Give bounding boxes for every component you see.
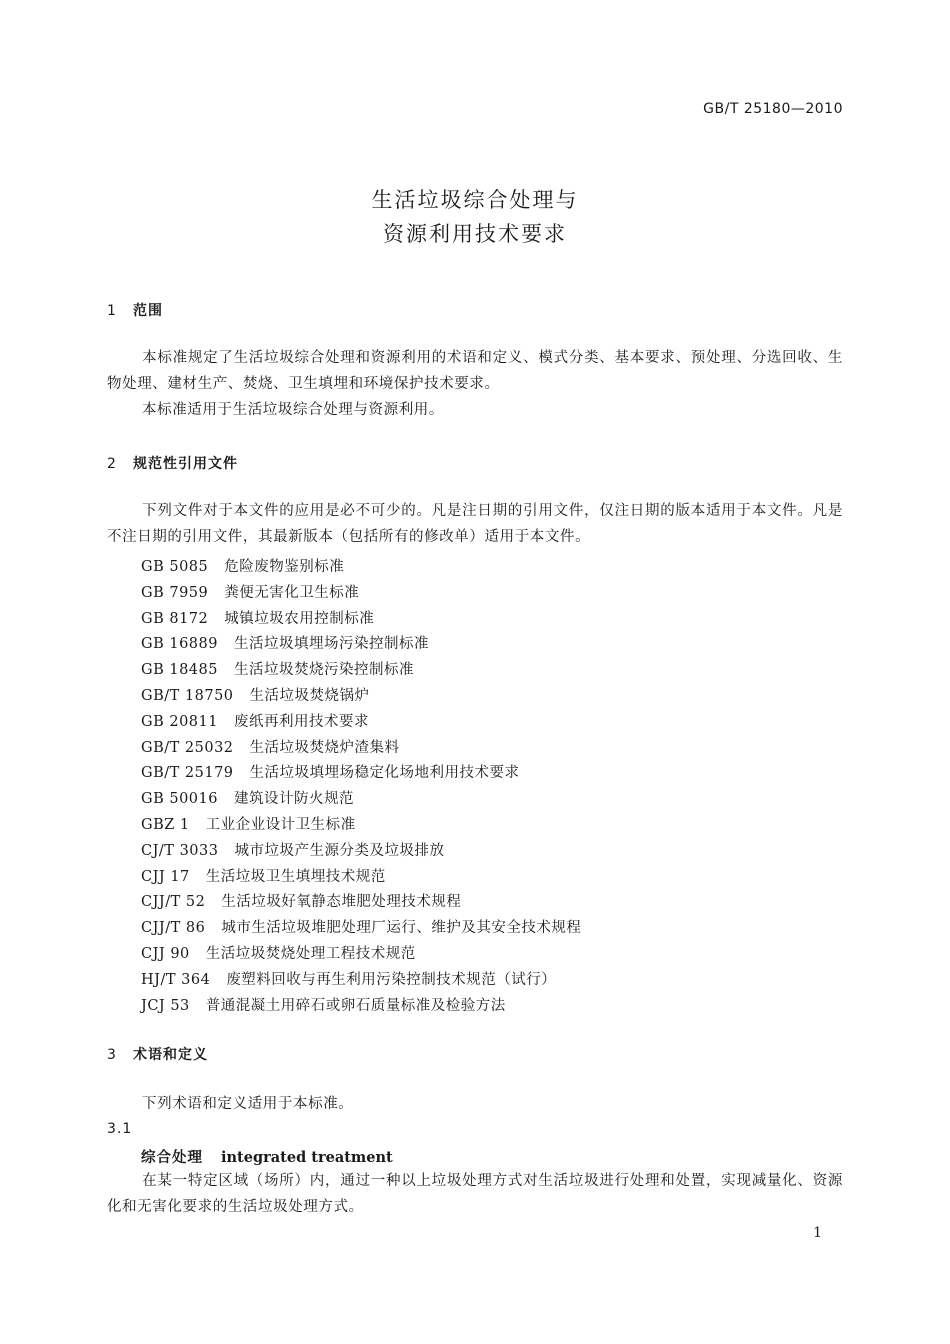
reference-code: GB/T 25032 bbox=[141, 739, 234, 756]
paragraph-text: 本标准规定了生活垃圾综合处理和资源利用的术语和定义、模式分类、基本要求、预处理、分选回收、生物处理、建材生产、焚烧、卫生填埋和环境保护技术要求。 bbox=[107, 350, 843, 392]
reference-item bbox=[141, 607, 374, 628]
reference-title: 生活垃圾焚烧锅炉 bbox=[249, 688, 370, 704]
reference-item bbox=[141, 581, 359, 602]
reference-item bbox=[141, 865, 386, 886]
section-title: 范围 bbox=[133, 303, 163, 319]
reference-code: CJ/T 3033 bbox=[141, 842, 219, 859]
section-number: 2 bbox=[107, 456, 117, 472]
section-3-intro bbox=[107, 1091, 843, 1117]
reference-code: JCJ 53 bbox=[141, 997, 190, 1014]
reference-item bbox=[141, 736, 400, 757]
reference-title: 生活垃圾焚烧处理工程技术规范 bbox=[205, 946, 416, 962]
reference-code: GB 16889 bbox=[141, 636, 218, 653]
reference-title: 生活垃圾焚烧污染控制标准 bbox=[233, 662, 414, 679]
reference-item bbox=[141, 684, 370, 705]
term-heading bbox=[141, 1146, 393, 1167]
section-number: 1 bbox=[107, 303, 117, 319]
section-number: 3 bbox=[107, 1047, 117, 1063]
reference-item bbox=[141, 839, 444, 860]
reference-title: 粪便无害化卫生标准 bbox=[224, 584, 360, 601]
reference-title: 生活垃圾卫生填埋技术规范 bbox=[205, 868, 386, 885]
reference-title: 建筑设计防火规范 bbox=[233, 791, 354, 808]
reference-item bbox=[141, 994, 506, 1015]
reference-title: 生活垃圾填埋场污染控制标准 bbox=[233, 636, 429, 653]
reference-item bbox=[141, 968, 556, 989]
paragraph-text: 本标准适用于生活垃圾综合处理与资源利用。 bbox=[142, 402, 444, 418]
section-title: 规范性引用文件 bbox=[133, 456, 238, 472]
section-title: 术语和定义 bbox=[133, 1047, 208, 1063]
reference-title: 生活垃圾好氧静态堆肥处理技术规程 bbox=[221, 894, 462, 911]
term-definition bbox=[107, 1168, 843, 1220]
reference-item bbox=[141, 942, 416, 963]
reference-code: GB 7959 bbox=[141, 584, 209, 601]
reference-item bbox=[141, 710, 369, 731]
reference-code: CJJ/T 52 bbox=[141, 894, 206, 911]
section-2-intro bbox=[107, 498, 843, 550]
reference-code: GB 18485 bbox=[141, 662, 218, 679]
paragraph-text: 下列文件对于本文件的应用是必不可少的。凡是注日期的引用文件，仅注日期的版本适用于本文件。凡是不注日期的引用文件，其最新版本（包括所有的修改单）适用于本文件。 bbox=[107, 503, 843, 545]
clause-number: 3.1 bbox=[107, 1121, 133, 1137]
reference-title: 工业企业设计卫生标准 bbox=[205, 817, 356, 833]
term-english: integrated treatment bbox=[221, 1149, 393, 1166]
section-1-paragraph-1 bbox=[107, 345, 843, 397]
term-chinese: 综合处理 bbox=[141, 1150, 203, 1166]
reference-item bbox=[141, 555, 344, 576]
reference-item bbox=[141, 890, 461, 911]
reference-code: GB 50016 bbox=[141, 791, 218, 808]
reference-code: GB 5085 bbox=[141, 559, 209, 575]
paragraph-text: 在某一特定区域（场所）内，通过一种以上垃圾处理方式对生活垃圾进行处理和处置，实现减量化、资源化和无害化要求的生活垃圾处理方式。 bbox=[107, 1173, 843, 1215]
reference-code: GB 20811 bbox=[141, 713, 218, 730]
reference-item bbox=[141, 761, 520, 782]
reference-item bbox=[141, 658, 414, 679]
reference-title: 城市生活垃圾堆肥处理厂运行、维护及其安全技术规程 bbox=[221, 920, 582, 937]
paragraph-text: 下列术语和定义适用于本标准。 bbox=[142, 1096, 354, 1112]
reference-code: GB/T 25179 bbox=[141, 765, 234, 782]
section-3-heading bbox=[107, 1044, 208, 1064]
reference-code: HJ/T 364 bbox=[141, 971, 211, 988]
reference-item bbox=[141, 632, 429, 653]
reference-item bbox=[141, 787, 354, 808]
document-title-line-2: 资源利用技术要求 bbox=[383, 222, 567, 246]
document-title-line-1: 生活垃圾综合处理与 bbox=[371, 188, 579, 212]
reference-item bbox=[141, 813, 356, 834]
reference-title: 生活垃圾焚烧炉渣集料 bbox=[249, 739, 400, 756]
section-1-heading bbox=[107, 300, 163, 320]
reference-title: 废纸再利用技术要求 bbox=[233, 713, 369, 730]
reference-code: CJJ 17 bbox=[141, 868, 190, 885]
standard-code: GB/T 25180—2010 bbox=[703, 101, 843, 117]
reference-code: CJJ 90 bbox=[141, 946, 190, 962]
reference-title: 城镇垃圾农用控制标准 bbox=[224, 610, 375, 627]
reference-code: CJJ/T 86 bbox=[141, 920, 206, 937]
reference-code: GB/T 18750 bbox=[141, 688, 234, 704]
section-2-heading bbox=[107, 453, 238, 473]
reference-code: GBZ 1 bbox=[141, 817, 190, 833]
page-number: 1 bbox=[813, 1225, 822, 1241]
section-1-paragraph-2 bbox=[107, 397, 843, 423]
reference-title: 普通混凝土用碎石或卵石质量标准及检验方法 bbox=[205, 997, 506, 1014]
reference-title: 危险废物鉴别标准 bbox=[224, 559, 345, 575]
reference-title: 生活垃圾填埋场稳定化场地利用技术要求 bbox=[249, 765, 520, 782]
reference-title: 废塑料回收与再生利用污染控制技术规范（试行） bbox=[226, 971, 557, 988]
reference-item bbox=[141, 916, 581, 937]
reference-title: 城市垃圾产生源分类及垃圾排放 bbox=[234, 842, 445, 859]
reference-code: GB 8172 bbox=[141, 610, 209, 627]
